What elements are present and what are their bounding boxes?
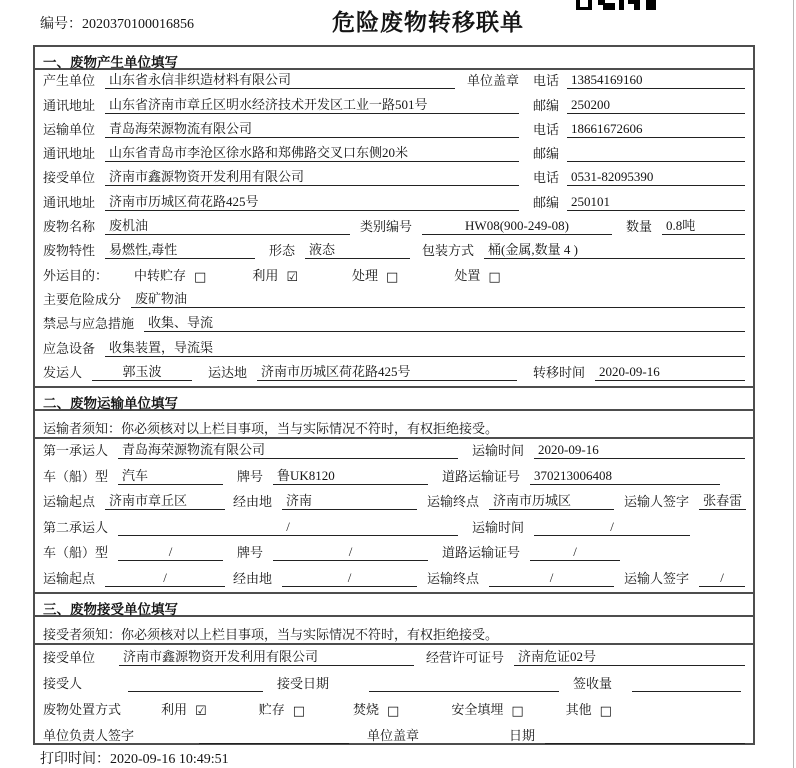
checkbox-treat[interactable]: □ [386, 269, 399, 285]
category-value: HW08(900-249-08) [422, 218, 612, 235]
option-disposal-landfill [451, 699, 523, 718]
phone-label: 电话 [533, 121, 560, 137]
responsible-sign-value [199, 743, 349, 744]
received-qty-label: 签收量 [573, 675, 613, 691]
end-label: 运输终点 [427, 570, 480, 586]
checkbox-utilize[interactable]: ☑ [286, 269, 298, 285]
shipper-label: 发运人 [43, 364, 83, 380]
transfer-time-value: 2020-09-16 [595, 364, 745, 381]
row-acceptor [35, 671, 753, 697]
packing-value: 桶(金属,数量 4 ) [484, 239, 745, 259]
permit-value: 济南危证02号 [514, 646, 745, 666]
destination-value: 济南市历城区荷花路425号 [257, 361, 517, 381]
row-receiver [35, 167, 753, 191]
page-right-edge [793, 0, 794, 768]
accept-date-value [369, 691, 559, 692]
character-value: 易燃性,毒性 [105, 239, 255, 259]
transport-time-label: 运输时间 [472, 519, 525, 535]
option-label: 贮存 [258, 701, 285, 717]
manifest-form [33, 45, 755, 745]
destination-label: 运达地 [208, 364, 248, 380]
end-label: 运输终点 [427, 494, 480, 510]
equipment-value: 收集装置，导流渠 [105, 337, 745, 357]
producer-value: 山东省永信非织造材料有限公司 [105, 69, 455, 89]
transporter-notice: 运输者须知：你必须核对以上栏目事项，当与实际情况不符时，有权拒绝接受。 [35, 411, 753, 439]
origin2-value: / [105, 570, 225, 587]
row-shipper [35, 362, 753, 386]
form-value: 液态 [305, 239, 410, 259]
seal-label: 单位盖章 [467, 73, 520, 89]
accept-unit-value: 济南市鑫源物资开发利用有限公司 [119, 646, 414, 666]
purpose-label: 外运目的： [43, 267, 109, 283]
row-route1 [35, 490, 753, 516]
transporter-label: 运输单位 [43, 121, 96, 137]
row-emergency-equipment [35, 337, 753, 361]
vehicle1-value: 汽车 [118, 465, 223, 485]
quantity-label: 数量 [626, 219, 653, 235]
option-treat [352, 265, 398, 284]
zip-group [533, 192, 745, 211]
received-qty-value [632, 691, 741, 692]
checkbox-disposal-incinerate[interactable]: □ [387, 703, 400, 719]
row-waste-character [35, 240, 753, 264]
transport-time1-value: 2020-09-16 [534, 442, 745, 459]
option-label: 中转贮存 [134, 267, 187, 283]
receiver-notice: 接受者须知：你必须核对以上栏目事项，当与实际情况不符时，有权拒绝接受。 [35, 617, 753, 645]
row-hazard-component [35, 289, 753, 313]
page-title: 危险废物转移联单 [332, 10, 524, 35]
waste-name-value: 废机油 [105, 215, 350, 235]
unit-seal-label: 单位盖章 [367, 727, 420, 743]
shipper-value: 郭玉波 [92, 361, 192, 381]
receiver-phone-value: 0531-82095390 [567, 169, 745, 186]
address-label: 通讯地址 [43, 146, 96, 162]
phone-label: 电话 [533, 170, 560, 186]
date-label: 日期 [509, 727, 536, 743]
sign2-value: / [699, 570, 745, 587]
address-label: 通讯地址 [43, 194, 96, 210]
date-value [545, 743, 745, 744]
option-label: 处理 [352, 267, 379, 283]
plate2-value: / [273, 544, 428, 561]
row-purpose [35, 264, 753, 288]
row-transporter [35, 119, 753, 143]
taboo-label: 禁忌与应急措施 [43, 316, 135, 332]
vehicle2-value: / [118, 544, 223, 561]
license-label: 道路运输证号 [442, 468, 521, 484]
transporter-address-value: 山东省青岛市李沧区徐水路和郑佛路交叉口东侧20米 [105, 142, 519, 162]
responsible-sign-label: 单位负责人签字 [43, 727, 135, 743]
plate1-value: 鲁UK8120 [273, 465, 428, 485]
option-label: 利用 [161, 701, 188, 717]
origin-label: 运输起点 [43, 494, 96, 510]
transporter-zip-value [567, 161, 745, 162]
carrier2-value: / [118, 519, 458, 536]
waste-name-label: 废物名称 [43, 219, 96, 235]
sign1-value: 张春雷 [699, 490, 746, 510]
end2-value: / [489, 570, 614, 587]
row-vehicle2 [35, 541, 753, 567]
option-disposal-utilize [161, 699, 207, 718]
form-label: 形态 [269, 243, 296, 259]
row-producer-address [35, 94, 753, 118]
phone-group [533, 119, 745, 138]
serial-number-line [40, 13, 194, 33]
receiver-label: 接受单位 [43, 170, 96, 186]
qr-code-fragment [576, 0, 656, 10]
producer-zip-value: 250200 [567, 97, 745, 114]
zip-label: 邮编 [533, 97, 560, 113]
option-label: 其他 [565, 701, 592, 717]
producer-phone-value: 13854169160 [567, 72, 745, 89]
acceptor-value [128, 691, 263, 692]
category-label: 类别编号 [360, 219, 413, 235]
license2-value: / [530, 544, 620, 561]
row-accept-unit [35, 645, 753, 671]
origin1-value: 济南市章丘区 [105, 490, 225, 510]
via1-value: 济南 [282, 490, 417, 510]
vehicle-label: 车（船）型 [43, 468, 109, 484]
transporter-value: 青岛海荣源物流有限公司 [105, 118, 519, 138]
carrier1-value: 青岛海荣源物流有限公司 [118, 439, 458, 459]
option-utilize [252, 265, 298, 284]
serial-label: 编号： [40, 17, 82, 32]
transport-time2-value: / [534, 519, 690, 536]
via-label: 经由地 [233, 494, 273, 510]
checkbox-transfer-storage[interactable]: □ [194, 269, 207, 285]
hazard-value: 废矿物油 [131, 288, 745, 308]
option-label: 利用 [252, 267, 279, 283]
option-disposal-other [566, 699, 612, 718]
checkbox-disposal-landfill[interactable]: □ [511, 703, 524, 719]
license-label: 道路运输证号 [442, 545, 521, 561]
serial-value: 2020370100016856 [82, 17, 194, 32]
receiver-value: 济南市鑫源物资开发利用有限公司 [105, 166, 519, 186]
row-carrier2 [35, 515, 753, 541]
section2-title: 二、废物运输单位填写 [35, 386, 753, 411]
via-label: 经由地 [233, 570, 273, 586]
disposal-label: 废物处置方式 [43, 701, 122, 717]
hazard-label: 主要危险成分 [43, 291, 122, 307]
transfer-time-label: 转移时间 [533, 364, 586, 380]
zip-label: 邮编 [533, 146, 560, 162]
zip-group [533, 143, 745, 162]
row-carrier1 [35, 439, 753, 465]
sign-label: 运输人签字 [624, 494, 690, 510]
row-transporter-address [35, 143, 753, 167]
phone-label: 电话 [533, 73, 560, 89]
vehicle-label: 车（船）型 [43, 545, 109, 561]
equipment-label: 应急设备 [43, 340, 96, 356]
license1-value: 370213006408 [530, 468, 720, 485]
print-time-value: 2020-09-16 10:49:51 [110, 752, 229, 767]
quantity-value: 0.8吨 [662, 215, 745, 235]
character-label: 废物特性 [43, 243, 96, 259]
checkbox-disposal-other[interactable]: □ [599, 703, 612, 719]
row-route2 [35, 566, 753, 592]
row-taboo-measures [35, 313, 753, 337]
option-disposal-incinerate [353, 699, 399, 718]
row-vehicle1 [35, 464, 753, 490]
row-producer [35, 70, 753, 94]
row-disposal-method [35, 697, 753, 723]
via2-value: / [282, 570, 417, 587]
row-receiver-address [35, 191, 753, 215]
permit-label: 经营许可证号 [426, 649, 505, 665]
taboo-value: 收集、导流 [144, 312, 745, 332]
option-label: 安全填埋 [451, 701, 504, 717]
print-time-line [40, 748, 229, 768]
receiver-zip-value: 250101 [567, 194, 745, 211]
checkbox-disposal-store[interactable]: □ [292, 703, 305, 719]
transport-time-label: 运输时间 [472, 443, 525, 459]
receiver-address-value: 济南市历城区荷花路425号 [105, 191, 519, 211]
option-transfer-storage [134, 265, 206, 284]
option-label: 处置 [454, 267, 481, 283]
checkbox-dispose[interactable]: □ [488, 269, 501, 285]
print-time-label: 打印时间： [40, 752, 110, 767]
end1-value: 济南市历城区 [489, 490, 614, 510]
acceptor-label: 接受人 [43, 675, 83, 691]
phone-group [533, 70, 745, 89]
transporter-phone-value: 18661672606 [567, 121, 745, 138]
checkbox-disposal-utilize[interactable]: ☑ [195, 703, 207, 719]
plate-label: 牌号 [237, 545, 264, 561]
carrier1-label: 第一承运人 [43, 443, 109, 459]
packing-label: 包装方式 [422, 243, 475, 259]
zip-label: 邮编 [533, 194, 560, 210]
sign-label: 运输人签字 [624, 570, 690, 586]
section1-title: 一、废物产生单位填写 [35, 47, 753, 70]
producer-address-value: 山东省济南市章丘区明水经济技术开发区工业一路501号 [105, 94, 519, 114]
section3-title: 三、废物接受单位填写 [35, 592, 753, 617]
phone-group [533, 167, 745, 186]
accept-unit-label: 接受单位 [43, 649, 96, 665]
zip-group [533, 95, 745, 114]
plate-label: 牌号 [237, 468, 264, 484]
origin-label: 运输起点 [43, 570, 96, 586]
option-disposal-store [259, 699, 305, 718]
producer-label: 产生单位 [43, 73, 96, 89]
address-label: 通讯地址 [43, 97, 96, 113]
accept-date-label: 接受日期 [277, 675, 330, 691]
row-responsible-sign [35, 723, 753, 749]
option-label: 焚烧 [353, 701, 380, 717]
carrier2-label: 第二承运人 [43, 519, 109, 535]
row-waste-name [35, 216, 753, 240]
option-dispose [454, 265, 500, 284]
